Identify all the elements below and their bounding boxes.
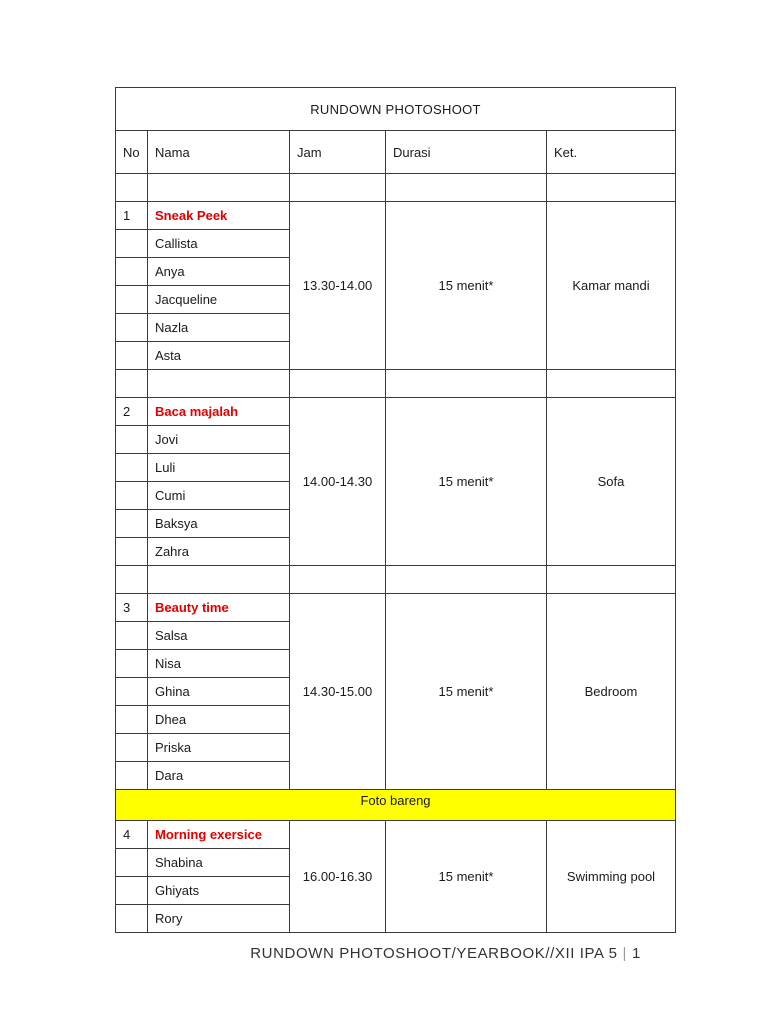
header-row: [116, 131, 676, 174]
group-jam: 13.30-14.00: [290, 202, 386, 370]
header-no: No: [116, 131, 148, 174]
group-ket: Kamar mandi: [547, 202, 676, 370]
member-name: Cumi: [148, 482, 290, 510]
header-ket: Ket.: [547, 131, 676, 174]
header-nama: Nama: [148, 131, 290, 174]
group-jam: 16.00-16.30: [290, 821, 386, 933]
member-name: Jacqueline: [148, 286, 290, 314]
group-durasi: 15 menit*: [386, 821, 547, 933]
header-jam: Jam: [290, 131, 386, 174]
group-jam: 14.30-15.00: [290, 594, 386, 790]
group-row: [116, 202, 676, 230]
group-durasi: 15 menit*: [386, 594, 547, 790]
break-label: Foto bareng: [116, 790, 676, 821]
group-title: Morning exersice: [148, 821, 290, 849]
member-name: Callista: [148, 230, 290, 258]
footer-text: RUNDOWN PHOTOSHOOT/YEARBOOK//XII IPA 5: [250, 945, 618, 962]
empty-row: [116, 174, 676, 202]
member-name: Jovi: [148, 426, 290, 454]
group-number: 2: [116, 398, 148, 426]
member-name: Ghina: [148, 678, 290, 706]
header-durasi: Durasi: [386, 131, 547, 174]
empty-row: [116, 370, 676, 398]
empty-row: [116, 566, 676, 594]
group-ket: Swimming pool: [547, 821, 676, 933]
group-row: [116, 821, 676, 849]
member-name: Zahra: [148, 538, 290, 566]
member-name: Shabina: [148, 849, 290, 877]
group-title: Sneak Peek: [148, 202, 290, 230]
member-name: Nisa: [148, 650, 290, 678]
group-title: Beauty time: [148, 594, 290, 622]
member-name: Salsa: [148, 622, 290, 650]
break-row: [116, 790, 676, 821]
member-name: Nazla: [148, 314, 290, 342]
member-name: Baksya: [148, 510, 290, 538]
member-name: Priska: [148, 734, 290, 762]
group-ket: Bedroom: [547, 594, 676, 790]
group-row: [116, 594, 676, 622]
group-number: 4: [116, 821, 148, 849]
page-number: 1: [632, 945, 641, 962]
member-name: Luli: [148, 454, 290, 482]
footer-divider: |: [622, 945, 628, 962]
rundown-table: [115, 87, 676, 933]
page-footer: [0, 945, 641, 962]
member-name: Dara: [148, 762, 290, 790]
group-ket: Sofa: [547, 398, 676, 566]
group-durasi: 15 menit*: [386, 398, 547, 566]
group-durasi: 15 menit*: [386, 202, 547, 370]
member-name: Ghiyats: [148, 877, 290, 905]
member-name: Rory: [148, 905, 290, 933]
page-title: RUNDOWN PHOTOSHOOT: [116, 88, 676, 131]
group-number: 3: [116, 594, 148, 622]
member-name: Dhea: [148, 706, 290, 734]
group-number: 1: [116, 202, 148, 230]
group-title: Baca majalah: [148, 398, 290, 426]
group-row: [116, 398, 676, 426]
member-name: Anya: [148, 258, 290, 286]
member-name: Asta: [148, 342, 290, 370]
group-jam: 14.00-14.30: [290, 398, 386, 566]
